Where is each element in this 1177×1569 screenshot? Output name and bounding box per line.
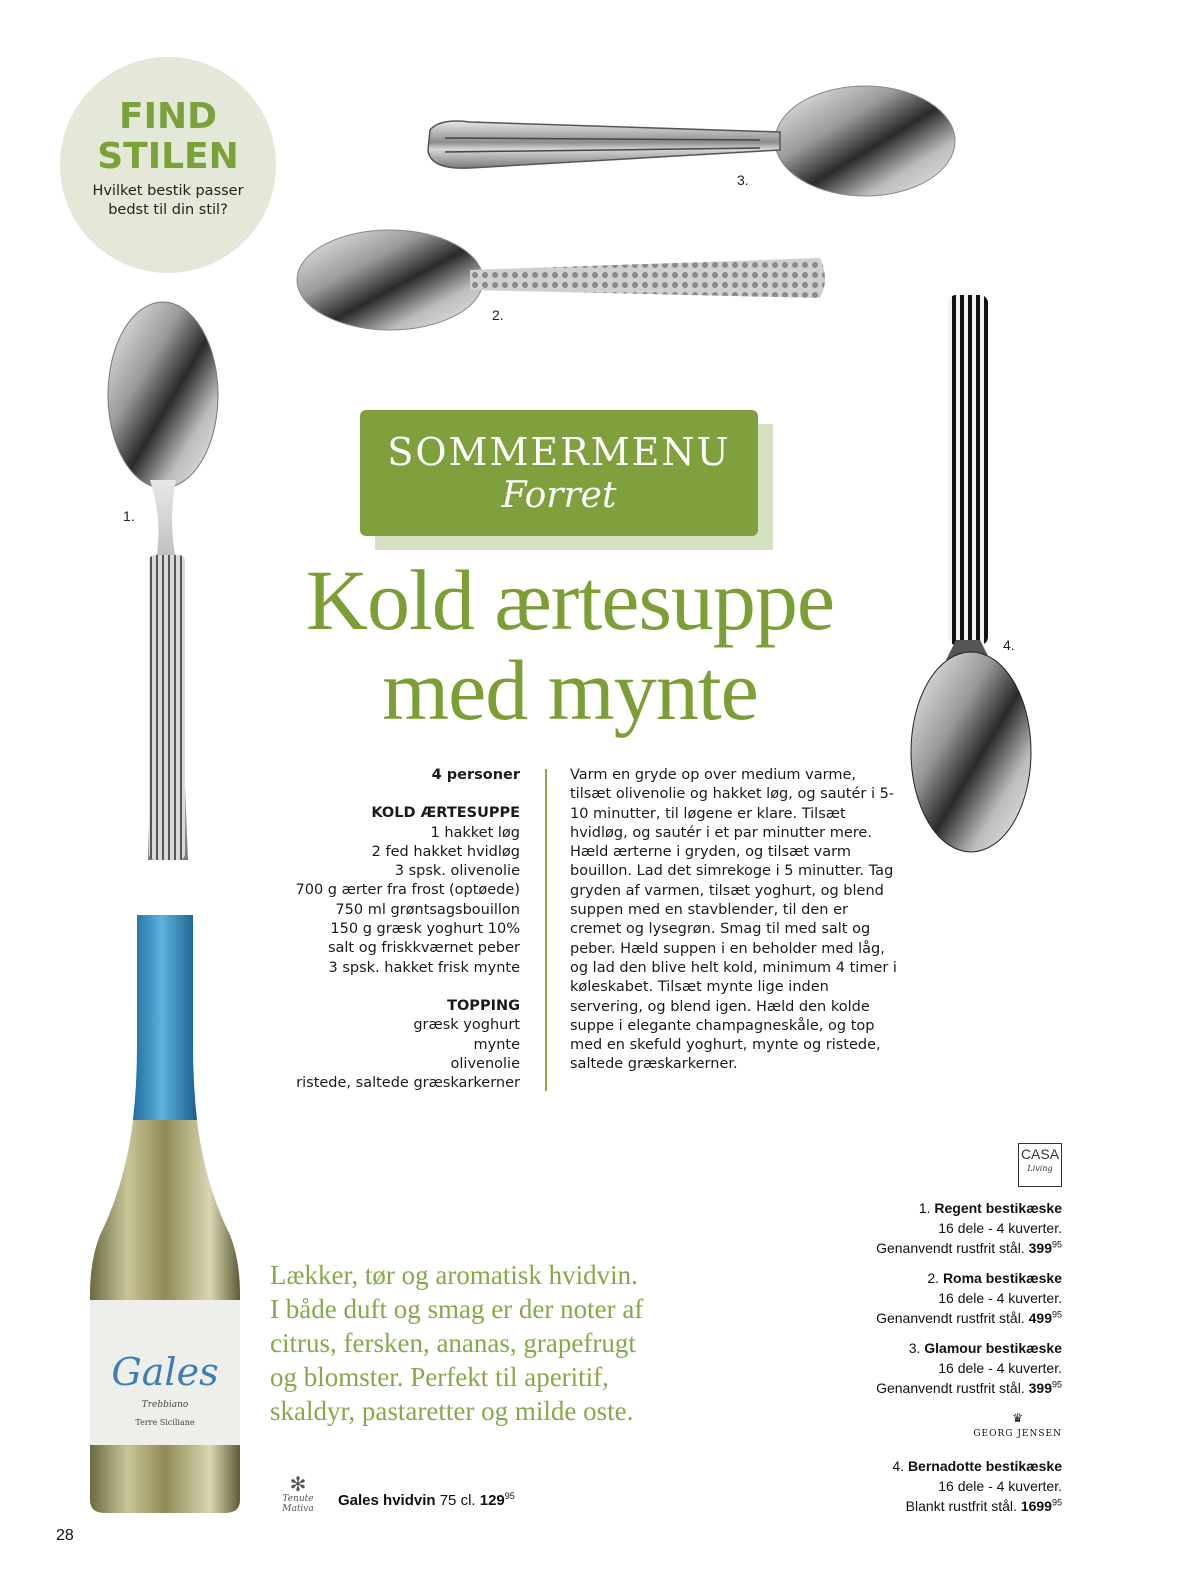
product-item: 1. Regent bestikæske 16 dele - 4 kuverter. Genanvendt rustfrit stål. $399^{95}$ — [800, 1198, 1062, 1258]
wine-label-sub: Trebbiano — [141, 1400, 189, 1410]
winery-logo — [268, 1474, 328, 1514]
ingredient-item: 150 g græsk yoghurt 10% — [330, 921, 520, 938]
spoon-4-bernadotte — [911, 295, 1031, 852]
wine-price-line — [338, 1492, 515, 1509]
product-name: Bernadotte bestikæske — [907, 1458, 1062, 1474]
topping-item: mynte — [473, 1036, 520, 1053]
recipe-heading — [230, 552, 910, 738]
spoon-number-2: 2. — [492, 307, 504, 323]
product-material: Blankt rustfrit stål. — [905, 1498, 1017, 1514]
product-item: 3. Glamour bestikæske 16 dele - 4 kuverter. Genanvendt rustfrit stål. $399^{95}$ — [800, 1338, 1062, 1398]
product-material: Genanvendt rustfrit stål. — [876, 1240, 1025, 1256]
ingredient-item: 1 hakket løg — [430, 824, 520, 841]
topping-item: olivenolie — [450, 1055, 520, 1072]
ingredient-item: 3 spsk. olivenolie — [394, 863, 520, 880]
sommermenu-banner — [360, 410, 758, 536]
servings: 4 personer — [431, 767, 520, 783]
product-price: 1699 — [1020, 1498, 1052, 1514]
topping-section-title: TOPPING — [447, 997, 520, 1014]
product-detail: 16 dele - 4 kuverter. — [938, 1360, 1062, 1376]
spoon-2-roma — [297, 230, 825, 330]
georg-jensen-logo — [800, 1408, 1062, 1448]
spoon-1-regent — [108, 302, 218, 860]
ingredient-item: 3 spsk. hakket frisk mynte — [328, 959, 520, 976]
page-number: 28 — [56, 1527, 74, 1544]
wine-bottle-image — [85, 915, 245, 1515]
heading-line-2: med mynte — [382, 642, 758, 738]
product-list — [800, 1198, 1062, 1526]
product-material: Genanvendt rustfrit stål. — [876, 1380, 1025, 1396]
topping-item: græsk yoghurt — [413, 1017, 520, 1034]
ingredient-item: 750 ml grøntsagsbouillon — [335, 901, 520, 918]
badge-title: FIND STILEN — [97, 96, 239, 177]
ingredient-item: 2 fed hakket hvidløg — [371, 843, 520, 860]
ingredient-item: 700 g ærter fra frost (optøede) — [295, 882, 520, 899]
casa-logo-bottom: Living — [1027, 1164, 1053, 1173]
wine-label-brand: Gales — [111, 1350, 219, 1394]
spoon-number-4: 4. — [1003, 637, 1015, 653]
product-price: 399 — [1028, 1380, 1052, 1396]
product-item: 4. Bernadotte bestikæske 16 dele - 4 kuverter. Blankt rustfrit stål. 1699$^{95}$ — [800, 1456, 1062, 1516]
heading-line-1: Kold ærtesuppe — [305, 552, 835, 648]
georg-jensen-logo-text: GEORG JENSEN — [973, 1429, 1062, 1439]
casa-logo-top: CASA — [1020, 1146, 1060, 1162]
product-detail: 16 dele - 4 kuverter. — [938, 1220, 1062, 1236]
wine-label-region: Terre Siciliane — [135, 1418, 195, 1427]
method-text: Varm en gryde op over medium varme, tilsæt olivenolie og hakket løg, og sautér i 5-10 minutter, til løgene er klare. Tilsæt hvidløg, og sautér i et par minutter mere. Hæld ærterne i gryden, og tilsæt varm bouillon. Lad det simrekoge i 5 minutter. Tag gryden af varmen, tilsæt yoghurt, og blend suppen med en stavblender, til den er cremet og lysegrøn. Smag til med salt og peber. Hæld suppen i en beholder med låg, og lad den blive helt kold, minimum 4 timer i køleskabet. Tilsæt mynte lige inden servering, og blend igen. Hæld den kolde suppe i elegante champagneskåle, og top med en skefuld yoghurt, mynte og ristede, saltede græskarkerner. — [570, 767, 897, 1073]
banner-subtitle: Forret — [501, 475, 617, 516]
spoon-number-1: 1. — [123, 508, 135, 524]
crown-icon: ♛ — [1012, 1411, 1024, 1425]
banner-title: SOMMERMENU — [387, 430, 731, 474]
wine-description: Lækker, tør og aromatisk hvidvin. I både duft og smag er der noter af citrus, fersken, ananas, grapefrugt og blomster. Perfekt til aperitif, skaldyr, pastaretter og milde oste. — [270, 1260, 644, 1426]
column-divider — [545, 769, 547, 1091]
product-name: Regent bestikæske — [934, 1200, 1062, 1216]
ingredients-column — [255, 766, 520, 1093]
badge-subtitle: Hvilket bestik passer bedst til din stil? — [92, 183, 244, 218]
ingredient-item: salt og friskkværnet peber — [327, 940, 520, 957]
topping-item: ristede, saltede græskarkerner — [296, 1075, 520, 1092]
wine-price-cents: 95 — [504, 1491, 515, 1501]
casa-living-logo — [1018, 1143, 1062, 1187]
product-material: Genanvendt rustfrit stål. — [876, 1310, 1025, 1326]
product-name: Glamour bestikæske — [924, 1340, 1062, 1356]
product-item: 2. Roma bestikæske 16 dele - 4 kuverter. Genanvendt rustfrit stål. $499^{95}$ — [800, 1268, 1062, 1328]
product-name: Roma bestikæske — [942, 1270, 1062, 1286]
soup-section-title: KOLD ÆRTESUPPE — [371, 805, 520, 822]
wine-volume: 75 cl. — [439, 1492, 476, 1509]
wine-price: 129 — [479, 1492, 505, 1509]
product-detail: 16 dele - 4 kuverter. — [938, 1478, 1062, 1494]
product-price: 399 — [1028, 1240, 1052, 1256]
product-price: 499 — [1028, 1310, 1052, 1326]
winery-logo-text: Tenute Mativa — [282, 1494, 314, 1514]
spoon-number-3: 3. — [737, 172, 749, 188]
product-detail: 16 dele - 4 kuverter. — [938, 1290, 1062, 1306]
spoon-3-glamour — [428, 86, 955, 196]
wine-name: Gales hvidvin — [338, 1492, 436, 1509]
winery-logo-icon: ✻ — [289, 1472, 307, 1496]
